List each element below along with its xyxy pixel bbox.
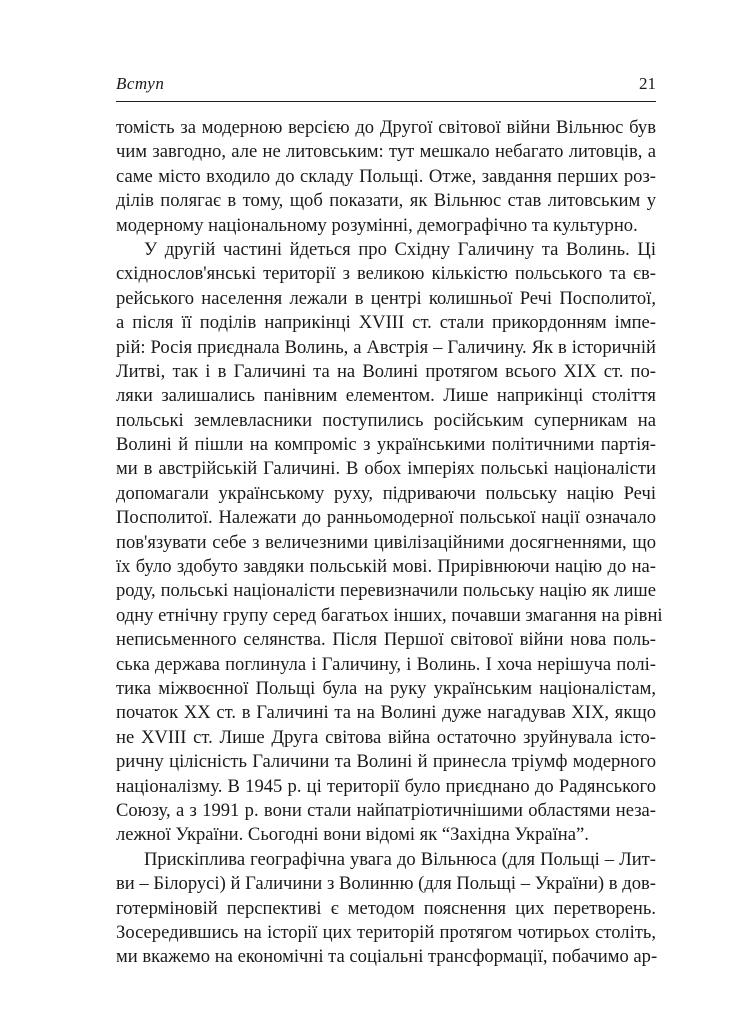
text-line: польські землевласники поступились російським суперникам на: [116, 409, 656, 431]
text-line: рейського населення лежали в центрі колишньої Речі Посполитої,: [116, 287, 656, 309]
text-line: готерміновій перспективі є методом пояснення цих перетворень.: [116, 897, 656, 919]
text-line: неписьменного селянства. Після Першої світової війни нова поль-: [116, 629, 656, 651]
paragraph: [116, 116, 656, 238]
text-line: ми вкажемо на економічні та соціальні трансформації, побачимо ар-: [116, 946, 658, 968]
text-line: тика міжвоєнної Польщі була на руку українським націоналістам,: [116, 677, 656, 699]
paragraph: [116, 848, 656, 970]
text-line: пов'язувати себе з величезними цивілізаційними досягненнями, що: [116, 531, 656, 553]
text-line: Посполитої. Належати до ранньомодерної польської нації означало: [116, 507, 656, 529]
text-line: не XVIII ст. Лише Друга світова війна остаточно зруйнувала істо-: [116, 726, 656, 748]
text-line: ська держава поглинула і Галичину, і Волинь. І хоча нерішуча полі-: [116, 653, 656, 675]
paragraph: [116, 238, 663, 848]
text-line: чим завгодно, але не литовським: тут мешкало небагато литовців, а: [116, 141, 656, 163]
text-line: томість за модерною версією до Другої світової війни Вільнюс був: [116, 117, 656, 138]
text-line: ляки залишались панівним елементом. Лише наприкінці століття: [116, 385, 656, 407]
running-header: [116, 74, 656, 98]
text-line: роду, польські націоналісти перевизначили польську націю як лише: [116, 580, 656, 602]
text-line: ричну цілісність Галичини та Волині й принесла тріумф модерного: [116, 751, 656, 773]
text-line: модерному національному розумінні, демографічно та культурно.: [116, 214, 638, 236]
text-line: Союзу, а з 1991 р. вони стали найпатріотичнішими областями неза-: [116, 799, 656, 821]
text-line: саме місто входило до складу Польщі. Отже, завдання перших роз-: [116, 165, 656, 187]
text-line: У другій частині йдеться про Східну Галичину та Волинь. Ці: [144, 238, 656, 260]
text-line: початок XX ст. в Галичині та на Волині дуже нагадував XIX, якщо: [116, 702, 656, 724]
text-line: Зосередившись на історії цих територій протягом чотирьох століть,: [116, 921, 656, 943]
text-line: ми в австрійській Галичині. В обох імперіях польські націоналісти: [116, 458, 656, 480]
text-line: допомагали українському руху, підриваючи польську націю Речі: [116, 482, 656, 504]
text-line: східнослов'янські території з великою кількістю польського та єв-: [116, 263, 656, 285]
text-line: Прискіплива географічна увага до Вільнюса (для Польщі – Лит-: [144, 848, 656, 870]
text-line: Волині й пішли на компроміс з українськими політичними партія-: [116, 434, 656, 456]
text-line: лежної України. Сьогодні вони відомі як “Західна Україна”.: [116, 824, 589, 846]
text-line: рій: Росія приєднала Волинь, а Австрія – Галичину. Як в історичній: [116, 336, 656, 358]
chapter-title: Вступ: [116, 74, 165, 93]
text-line: ділів полягає в тому, щоб показати, як Вільнюс став литовським у: [116, 190, 656, 212]
text-line: Литві, так і в Галичині та на Волині протягом всього XIX ст. по-: [116, 360, 656, 382]
header-rule: [116, 101, 656, 102]
text-line: ви – Білорусі) й Галичини з Волинню (для Польщі – України) в дов-: [116, 873, 656, 895]
text-line: націоналізму. В 1945 р. ці території було приєднано до Радянського: [116, 775, 656, 797]
text-line: одну етнічну групу серед багатьох інших, почавши змагання на рівні: [116, 604, 663, 626]
text-line: а після її поділів наприкінці XVIII ст. стали прикордонням імпе-: [116, 312, 656, 334]
page-number: 21: [639, 74, 656, 93]
text-line: їх було здобуто завдяки польській мові. Прирівнюючи націю до на-: [116, 556, 656, 578]
body-text: [116, 116, 663, 970]
